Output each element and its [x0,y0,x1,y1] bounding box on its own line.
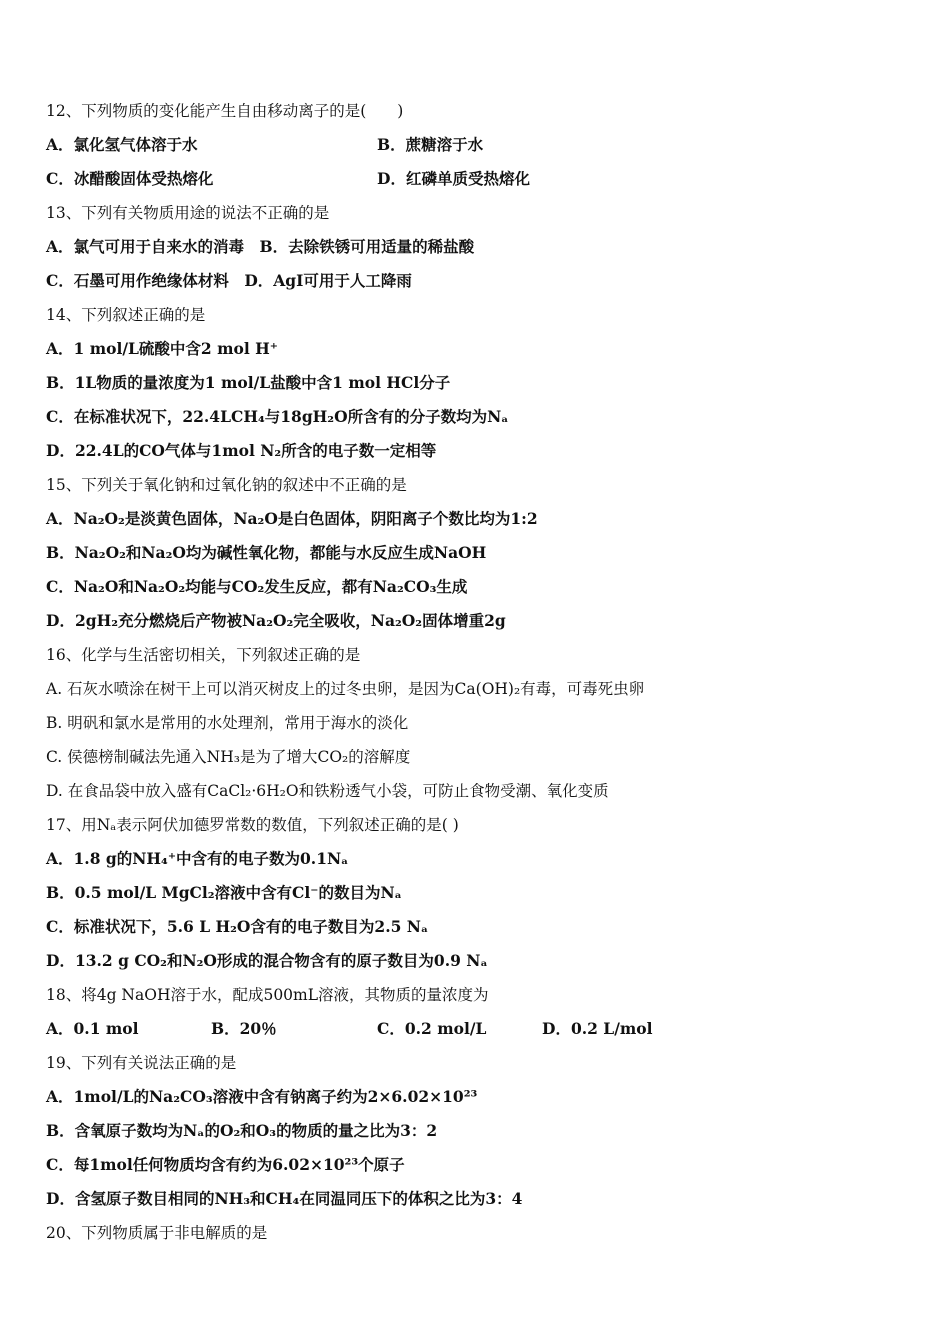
q14-option-d: D．22.4L的CO气体与1mol N₂所含的电子数一定相等 [46,441,437,460]
q13-options-ab: A．氯气可用于自来水的消毒 B．去除铁锈可用适量的稀盐酸 [46,237,475,256]
q15-option-d: D．2gH₂充分燃烧后产物被Na₂O₂完全吸收，Na₂O₂固体增重2g [46,611,506,630]
q12-option-a: A．氯化氢气体溶于水 [46,135,198,154]
q12-option-c: C．冰醋酸固体受热熔化 [46,169,214,188]
q19-option-d: D．含氢原子数目相同的NH₃和CH₄在同温同压下的体积之比为3：4 [46,1189,523,1208]
q17-option-a: A．1.8 g的NH₄⁺中含有的电子数为0.1Nₐ [46,849,349,868]
q13-options-cd: C．石墨可用作绝缘体材料 D．AgI可用于人工降雨 [46,271,412,290]
q12-stem: 12、下列物质的变化能产生自由移动离子的是( ) [46,102,404,120]
q15-option-a: A．Na₂O₂是淡黄色固体，Na₂O是白色固体，阴阳离子个数比均为1:2 [46,509,538,528]
q16-stem: 16、化学与生活密切相关，下列叙述正确的是 [46,646,361,664]
q13-stem: 13、下列有关物质用途的说法不正确的是 [46,204,330,222]
q19-option-a: A．1mol/L的Na₂CO₃溶液中含有钠离子约为2×6.02×10²³ [46,1087,478,1106]
q17-option-c: C．标准状况下，5.6 L H₂O含有的电子数目为2.5 Nₐ [46,917,429,936]
q12-option-d: D．红磷单质受热熔化 [377,169,530,188]
q16-option-b: B. 明矾和氯水是常用的水处理剂，常用于海水的淡化 [46,714,409,732]
q15-stem: 15、下列关于氧化钠和过氧化钠的叙述中不正确的是 [46,476,407,494]
q20-stem: 20、下列物质属于非电解质的是 [46,1224,268,1242]
q18-option-d: D．0.2 L/mol [542,1019,653,1038]
q16-option-a: A. 石灰水喷涂在树干上可以消灭树皮上的过冬虫卵，是因为Ca(OH)₂有毒，可毒死虫卵 [46,680,645,698]
q14-option-c: C．在标准状况下，22.4LCH₄与18gH₂O所含有的分子数均为Nₐ [46,407,509,426]
q17-option-b: B．0.5 mol/L MgCl₂溶液中含有Cl⁻的数目为Nₐ [46,883,402,902]
q17-stem: 17、用Nₐ表示阿伏加德罗常数的数值，下列叙述正确的是( ) [46,816,459,834]
q15-option-c: C．Na₂O和Na₂O₂均能与CO₂发生反应，都有Na₂CO₃生成 [46,577,468,596]
q18-option-a: A．0.1 mol [46,1019,139,1038]
q17-option-d: D．13.2 g CO₂和N₂O形成的混合物含有的原子数目为0.9 Nₐ [46,951,488,970]
q19-stem: 19、下列有关说法正确的是 [46,1054,237,1072]
q19-option-c: C．每1mol任何物质均含有约为6.02×10²³个原子 [46,1155,405,1174]
q19-option-b: B．含氧原子数均为Nₐ的O₂和O₃的物质的量之比为3：2 [46,1121,438,1140]
q16-option-d: D. 在食品袋中放入盛有CaCl₂·6H₂O和铁粉透气小袋，可防止食物受潮、氧化变质 [46,782,609,800]
q18-stem: 18、将4g NaOH溶于水，配成500mL溶液，其物质的量浓度为 [46,986,489,1004]
q14-stem: 14、下列叙述正确的是 [46,306,206,324]
q14-option-b: B．1L物质的量浓度为1 mol/L盐酸中含1 mol HCl分子 [46,373,451,392]
q14-option-a: A．1 mol/L硫酸中含2 mol H⁺ [46,339,278,358]
q18-option-c: C．0.2 mol/L [377,1019,487,1038]
q15-option-b: B．Na₂O₂和Na₂O均为碱性氧化物，都能与水反应生成NaOH [46,543,487,562]
q18-option-b: B．20％ [211,1019,277,1038]
q12-option-b: B．蔗糖溶于水 [377,135,484,154]
q16-option-c: C. 侯德榜制碱法先通入NH₃是为了增大CO₂的溶解度 [46,748,411,766]
